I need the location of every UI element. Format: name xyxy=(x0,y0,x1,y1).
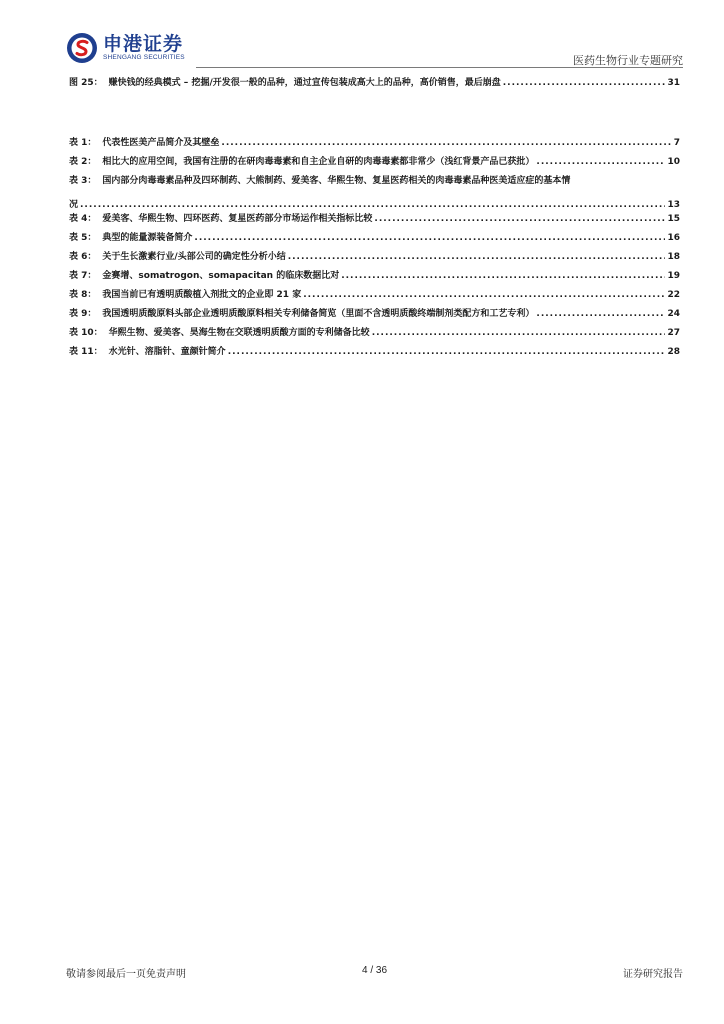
company-logo xyxy=(66,32,185,64)
toc-title-line1: 国内部分肉毒毒素品种及四环制药、大熊制药、爱美客、华熙生物、复星医药相关的肉毒毒素品种医美适应症的基本情 xyxy=(102,176,571,186)
toc-title: 代表性医美产品简介及其壁垒 xyxy=(102,138,220,148)
toc-label: 表 9： xyxy=(69,309,97,319)
toc-leader-dots xyxy=(303,288,665,302)
toc-leader-dots xyxy=(80,198,665,212)
toc-page: 16 xyxy=(667,233,680,243)
toc-leader-dots xyxy=(341,269,665,283)
toc-leader-dots xyxy=(536,307,665,321)
toc-page: 13 xyxy=(667,200,680,210)
toc-title: 爱美客、华熙生物、四环医药、复星医药部分市场运作相关指标比较 xyxy=(102,214,373,224)
document-type: 证券研究报告 xyxy=(623,969,683,980)
toc-label: 表 2： xyxy=(69,157,97,167)
toc-label: 表 3： xyxy=(69,176,97,186)
toc-title: 金赛增、somatrogon、somapacitan 的临床数据比对 xyxy=(102,271,340,281)
toc-page: 7 xyxy=(673,138,680,148)
toc-title: 相比大的应用空间，我国有注册的在研肉毒毒素和自主企业自研的肉毒毒素都非常少（浅红背景产品已获批） xyxy=(102,157,535,167)
toc-title: 赚快钱的经典模式 – 挖掘/开发很一般的品种，通过宣传包装成高大上的品种，高价销售，最后崩盘 xyxy=(108,78,501,88)
toc-entry[interactable] xyxy=(69,212,680,231)
toc-title: 我国当前已有透明质酸植入剂批文的企业即 21 家 xyxy=(102,290,302,300)
toc-label: 表 5： xyxy=(69,233,97,243)
toc-title: 典型的能量源装备简介 xyxy=(102,233,193,243)
logo-english-name: SHENGANG SECURITIES xyxy=(103,54,185,61)
toc-entry[interactable] xyxy=(69,250,680,269)
toc-label: 表 8： xyxy=(69,290,97,300)
toc-entry[interactable] xyxy=(69,307,680,326)
toc-label: 表 4： xyxy=(69,214,97,224)
toc-page: 18 xyxy=(667,252,680,262)
toc-leader-dots xyxy=(372,326,666,340)
toc-title: 我国透明质酸原料头部企业透明质酸原料相关专利储备简览（里面不含透明质酸终端制剂类配方和工艺专利） xyxy=(102,309,535,319)
toc-entry[interactable] xyxy=(69,326,680,345)
toc-title: 关于生长激素行业/头部公司的确定性分析小结 xyxy=(102,252,286,262)
toc-leader-dots xyxy=(228,345,666,359)
toc-leader-dots xyxy=(374,212,665,226)
toc-title: 水光针、溶脂针、童颜针简介 xyxy=(108,347,226,357)
report-category: 医药生物行业专题研究 xyxy=(573,54,683,67)
toc-title: 华熙生物、爱美客、昊海生物在交联透明质酸方面的专利储备比较 xyxy=(108,328,370,338)
toc-page: 10 xyxy=(667,157,680,167)
header-divider xyxy=(196,67,683,68)
disclaimer-note: 敬请参阅最后一页免责声明 xyxy=(66,969,186,980)
toc-leader-dots xyxy=(194,231,665,245)
toc-entry[interactable] xyxy=(69,288,680,307)
toc-entry[interactable] xyxy=(69,136,680,155)
toc-label: 表 11： xyxy=(69,347,103,357)
toc-label: 图 25： xyxy=(69,78,103,88)
toc-page: 27 xyxy=(667,328,680,338)
toc-page: 24 xyxy=(667,309,680,319)
toc-page: 15 xyxy=(667,214,680,224)
toc-label: 表 6： xyxy=(69,252,97,262)
shengang-logo-icon xyxy=(66,32,98,64)
toc-leader-dots xyxy=(503,76,666,90)
toc-leader-dots xyxy=(221,136,671,150)
toc-label: 表 7： xyxy=(69,271,97,281)
figure-toc xyxy=(69,76,680,90)
toc-title-line2: 况 xyxy=(69,200,79,210)
page-number: 4 / 36 xyxy=(361,965,388,976)
toc-entry[interactable] xyxy=(69,155,680,174)
page-header xyxy=(66,30,683,66)
table-toc xyxy=(69,136,680,364)
toc-entry[interactable] xyxy=(69,345,680,364)
logo-chinese-name: 申港证券 xyxy=(103,33,184,55)
toc-page: 19 xyxy=(667,271,680,281)
toc-page: 22 xyxy=(667,290,680,300)
toc-page: 28 xyxy=(667,347,680,357)
toc-page: 31 xyxy=(667,78,680,88)
toc-entry[interactable] xyxy=(69,76,680,90)
toc-leader-dots xyxy=(288,250,666,264)
toc-label: 表 10： xyxy=(69,328,103,338)
toc-entry[interactable] xyxy=(69,231,680,250)
toc-entry[interactable] xyxy=(69,174,680,212)
toc-leader-dots xyxy=(536,155,665,169)
toc-label: 表 1： xyxy=(69,138,97,148)
toc-entry[interactable] xyxy=(69,269,680,288)
